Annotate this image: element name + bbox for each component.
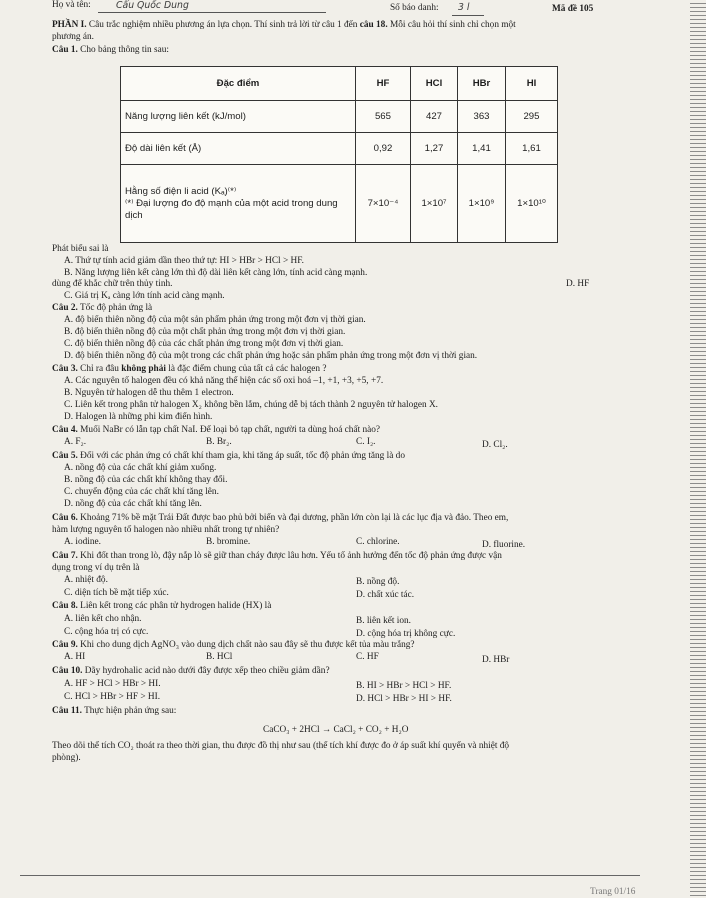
table-cell: 1,27 — [410, 133, 457, 165]
table-cell: 295 — [505, 101, 557, 133]
q2-option-d: D. độ biến thiên nồng độ của một trong các chất phản ứng hoặc sản phẩm phản ứng trong một đơn vị thời gian. — [64, 351, 478, 361]
table-row — [121, 165, 558, 243]
q3-stem-line — [52, 364, 326, 375]
part1-line1 — [52, 20, 516, 31]
q2-stem-line — [52, 303, 152, 314]
q6-option-a: A. iodine. — [64, 537, 101, 547]
table-cell: 1×10¹⁰ — [505, 165, 557, 243]
q8-stem: Liên kết trong các phân tử hydrogen halide (HX) là — [77, 601, 272, 611]
part1-text2: Mỗi câu hỏi thí sinh chỉ chọn một — [387, 20, 516, 30]
q7-title: Câu 7. — [52, 551, 78, 561]
q8-stem-line — [52, 601, 271, 612]
q5-stem: Đối với các phản ứng có chất khí tham gia, khi tăng áp suất, tốc độ phản ứng tăng là do — [77, 451, 405, 461]
table-cell: 565 — [356, 101, 411, 133]
q1-option-c: C. Giá trị Kₐ càng lớn tính acid càng mạnh. — [64, 291, 225, 301]
table-header-cell: HCl — [410, 67, 457, 101]
q10-option-c: C. HCl > HBr > HF > HI. — [64, 692, 161, 702]
q6-stem2: hàm lượng nguyên tố halogen nào nhiều nhất trong tự nhiên? — [52, 525, 280, 535]
table-cell: 1,41 — [458, 133, 506, 165]
q2-option-a: A. độ biến thiên nồng độ của một sản phẩm phản ứng trong một đơn vị thời gian. — [64, 315, 366, 325]
q7-stem1: Khi đốt than trong lò, đậy nắp lò sẽ giữ than cháy được lâu hơn. Yếu tố ảnh hưởng đến tốc độ phản ứng được vận — [77, 551, 502, 561]
q10-option-a: A. HF > HCl > HBr > HI. — [64, 679, 161, 689]
table-cell: 1×10⁹ — [458, 165, 506, 243]
q7-option-d: D. chất xúc tác. — [356, 590, 415, 600]
q1-option-a: A. Thứ tự tính acid giảm dần theo thứ tự: HI > HBr > HCl > HF. — [64, 256, 304, 266]
name-label: Họ và tên: — [52, 0, 91, 10]
q5-option-d: D. nồng độ của các chất khí tăng lên. — [64, 499, 202, 509]
table-row — [121, 133, 558, 165]
q9-option-a: A. HI — [64, 652, 86, 662]
q9-option-c: C. HF — [356, 652, 379, 662]
q6-option-b: B. bromine. — [206, 537, 251, 547]
q11-stem-line — [52, 706, 176, 717]
table-cell: 1,61 — [505, 133, 557, 165]
q4-option-a: A. F₂. — [64, 437, 87, 447]
q10-stem: Dãy hydrohalic acid nào dưới đây được xếp theo chiều giảm dần? — [82, 666, 330, 676]
part1-title: PHẦN I. — [52, 20, 87, 30]
page-edge — [690, 0, 706, 897]
ka-label: Hằng số điện li acid (Kₐ)⁽*⁾ — [125, 185, 237, 197]
q1-intro: Cho bảng thông tin sau: — [77, 45, 170, 55]
q11-stem: Thực hiện phản ứng sau: — [81, 706, 177, 716]
q9-title: Câu 9. — [52, 640, 78, 650]
q3-option-a: A. Các nguyên tố halogen đều có khả năng thể hiện các số oxi hoá –1, +1, +3, +5, +7. — [64, 376, 384, 386]
q7-stem-line — [52, 551, 502, 562]
q1-note: dùng để khắc chữ trên thủy tinh. — [52, 279, 173, 289]
q2-option-c: C. độ biến thiên nồng độ của các chất phản ứng trong một đơn vị thời gian. — [64, 339, 344, 349]
table-cell: 363 — [458, 101, 506, 133]
q7-option-c: C. diện tích bề mặt tiếp xúc. — [64, 588, 169, 598]
q7-stem2: dụng trong ví dụ trên là — [52, 563, 140, 573]
table-cell: 427 — [410, 101, 457, 133]
table-cell: Độ dài liên kết (Å) — [121, 133, 356, 165]
table-header-cell: HF — [356, 67, 411, 101]
q5-option-c: C. chuyển động của các chất khí tăng lên. — [64, 487, 219, 497]
q4-option-d: D. Cl₂. — [482, 440, 508, 450]
q6-option-c: C. chlorine. — [356, 537, 400, 547]
table-header-row — [121, 67, 558, 101]
q8-option-d: D. cộng hóa trị không cực. — [356, 629, 456, 639]
exam-code: Mã đề 105 — [552, 4, 594, 14]
q10-option-b: B. HI > HBr > HCl > HF. — [356, 681, 452, 691]
q1-title-line — [52, 45, 169, 56]
q4-option-b: B. Br₂. — [206, 437, 232, 447]
q4-option-c: C. I₂. — [356, 437, 376, 447]
table-header-cell: HI — [505, 67, 557, 101]
q9-stem: Khi cho dung dịch AgNO₃ vào dung dịch chất nào sau đây sẽ thu được kết tủa màu trắng? — [77, 640, 415, 650]
q3-title: Câu 3. — [52, 364, 78, 374]
table-row — [121, 101, 558, 133]
q11-equation: CaCO₃ + 2HCl → CaCl₂ + CO₂ + H₂O — [263, 725, 409, 735]
q2-option-b: B. độ biến thiên nồng độ của một chất phản ứng trong một đơn vị thời gian. — [64, 327, 346, 337]
q1-stem: Phát biểu sai là — [52, 244, 109, 254]
q5-title: Câu 5. — [52, 451, 78, 461]
q10-title: Câu 10. — [52, 666, 83, 676]
q1-title: Câu 1. — [52, 45, 78, 55]
part1-text1: Câu trắc nghiệm nhiều phương án lựa chọn. Thí sinh trả lời từ câu 1 đến — [86, 20, 360, 30]
q3-stem-post: là đặc điểm chung của tất cả các halogen ? — [165, 364, 327, 374]
q3-stem-bold: không phải — [121, 364, 166, 374]
q11-text2: phòng). — [52, 753, 81, 763]
table-cell — [121, 165, 356, 243]
q6-stem-line — [52, 513, 508, 524]
q3-option-d: D. Halogen là những phi kim điển hình. — [64, 412, 213, 422]
q9-stem-line — [52, 640, 415, 651]
q2-title: Câu 2. — [52, 303, 78, 313]
q8-option-a: A. liên kết cho nhận. — [64, 614, 142, 624]
q3-option-b: B. Nguyên tử halogen dễ thu thêm 1 electron. — [64, 388, 234, 398]
q7-option-b: B. nồng độ. — [356, 577, 400, 587]
sbd-label: Số báo danh: — [390, 3, 439, 13]
q4-title: Câu 4. — [52, 425, 78, 435]
page-number: Trang 01/16 — [590, 887, 636, 897]
q8-option-c: C. cộng hóa trị có cực. — [64, 627, 149, 637]
q10-stem-line — [52, 666, 330, 677]
q6-stem1: Khoảng 71% bề mặt Trái Đất được bao phủ bởi biển và đại dương, phần lớn còn lại là các lục địa và đảo. Theo em, — [77, 513, 509, 523]
q4-stem-line — [52, 425, 380, 436]
q1-option-d: D. HF — [566, 279, 590, 289]
q5-option-b: B. nồng độ của các chất khí không thay đổi. — [64, 475, 228, 485]
table-cell: 7×10⁻⁴ — [356, 165, 411, 243]
sbd-underline — [452, 15, 484, 16]
table-cell: 1×10⁷ — [410, 165, 457, 243]
table-cell: 0,92 — [356, 133, 411, 165]
q11-title: Câu 11. — [52, 706, 82, 716]
q8-title: Câu 8. — [52, 601, 78, 611]
q10-option-d: D. HCl > HBr > HI > HF. — [356, 694, 452, 704]
part1-bold: câu 18. — [359, 20, 388, 30]
q4-stem: Muối NaBr có lẫn tạp chất NaI. Để loại bỏ tạp chất, người ta dùng hoá chất nào? — [77, 425, 381, 435]
q7-option-a: A. nhiệt độ. — [64, 575, 108, 585]
sbd-value: 3 l — [458, 2, 470, 13]
q11-text1: Theo dõi thể tích CO₂ thoát ra theo thời gian, thu được đồ thị như sau (thể tích khí được đo ở áp suất khí quyển và nhiệt độ — [52, 741, 510, 751]
q2-stem: Tốc độ phản ứng là — [77, 303, 153, 313]
q9-option-b: B. HCl — [206, 652, 233, 662]
table-cell: Năng lượng liên kết (kJ/mol) — [121, 101, 356, 133]
part1-line2: phương án. — [52, 32, 94, 42]
q6-title: Câu 6. — [52, 513, 78, 523]
table-header-cell: Đặc điểm — [121, 67, 356, 101]
name-underline — [98, 12, 326, 13]
q6-option-d: D. fluorine. — [482, 540, 526, 550]
q3-stem-pre: Chỉ ra đâu — [77, 364, 122, 374]
q5-stem-line — [52, 451, 405, 462]
footer-divider — [20, 875, 640, 876]
q8-option-b: B. liên kết ion. — [356, 616, 412, 626]
q5-option-a: A. nồng độ của các chất khí giảm xuống. — [64, 463, 217, 473]
info-table — [120, 66, 558, 243]
q9-option-d: D. HBr — [482, 655, 510, 665]
ka-footnote: ⁽*⁾ Đại lượng đo độ mạnh của một acid trong dung dịch — [125, 197, 338, 221]
q1-option-b: B. Năng lượng liên kết càng lớn thì độ dài liên kết càng lớn, tính acid càng mạnh. — [64, 268, 368, 278]
name-value: Cẩu Quốc Dung — [116, 0, 189, 11]
table-header-cell: HBr — [458, 67, 506, 101]
q3-option-c: C. Liên kết trong phân tử halogen X₂ không bền lắm, chúng dễ bị tách thành 2 nguyên tử halogen X. — [64, 400, 439, 410]
